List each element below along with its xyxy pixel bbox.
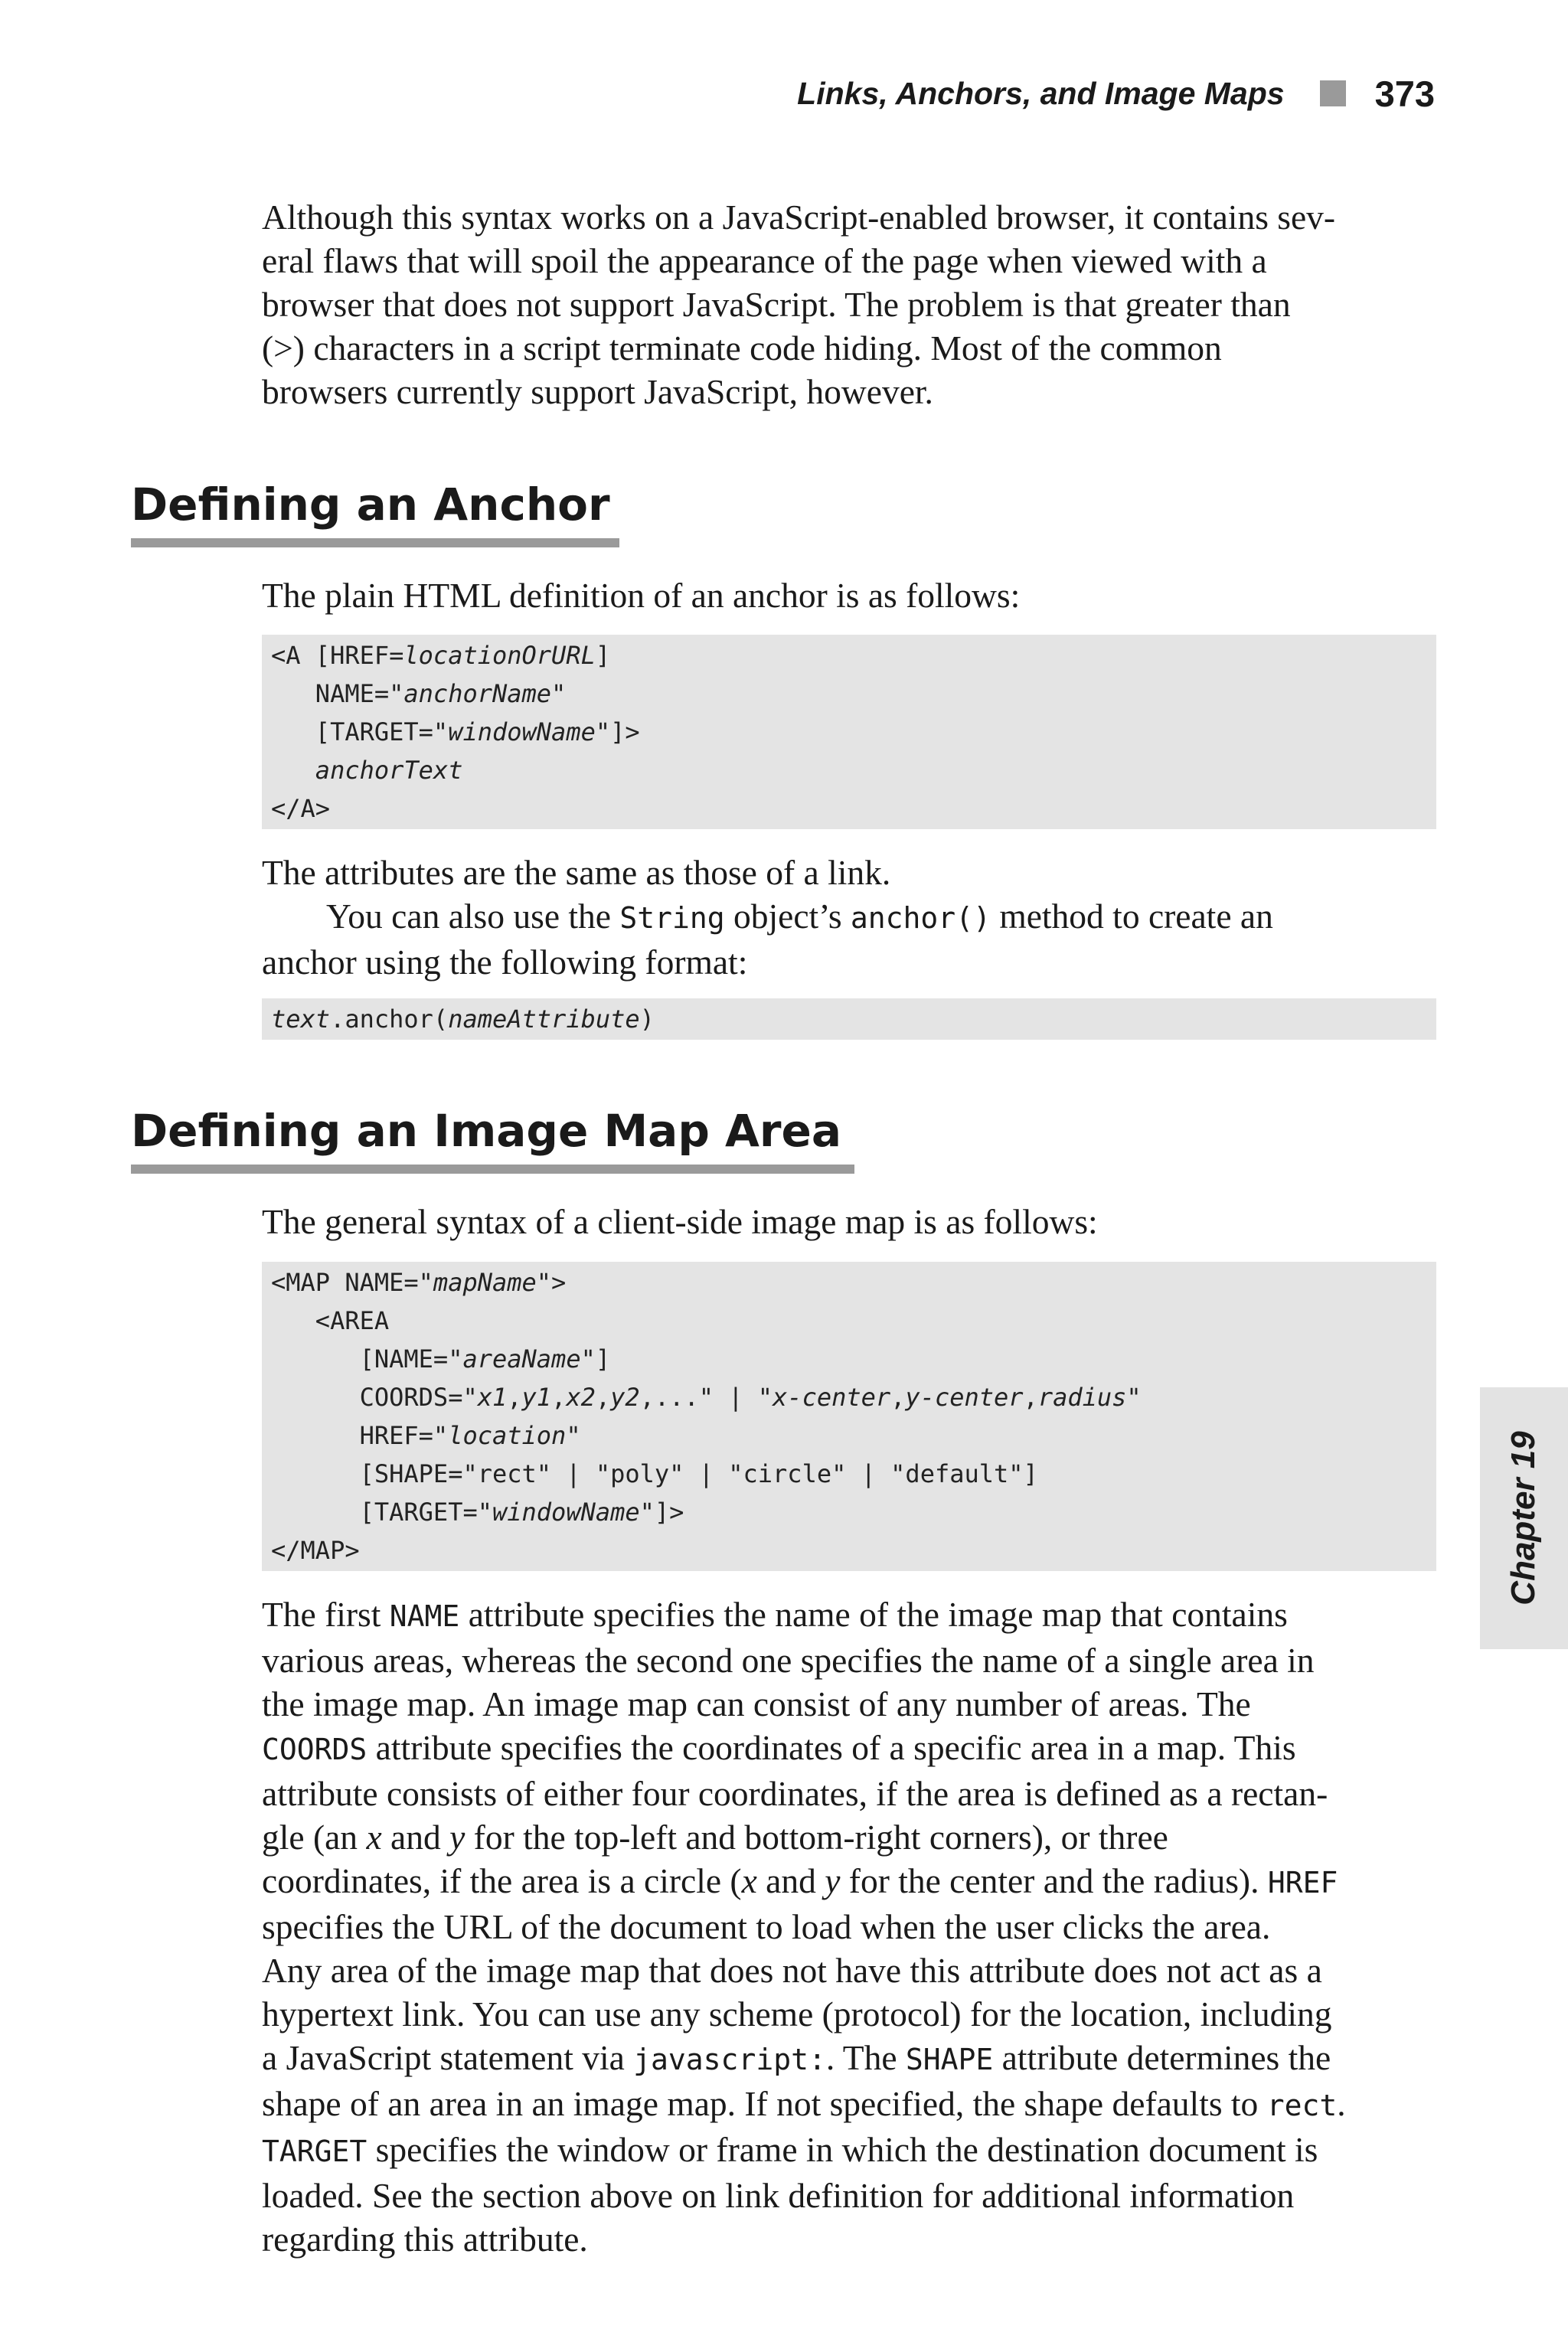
text-line: You can also use the String object’s anchor() method to create an — [326, 897, 1273, 936]
code-line: text.anchor(nameAttribute) — [271, 1004, 655, 1034]
text-line: browsers currently support JavaScript, however. — [262, 372, 933, 411]
code-line: [TARGET="windowName"]> — [271, 717, 640, 746]
page-number: 373 — [1374, 73, 1435, 114]
text-line: Although this syntax works on a JavaScript-enabled browser, it contains sev- — [262, 198, 1336, 237]
text-line: shape of an area in an image map. If not specified, the shape defaults to rect. — [262, 2084, 1346, 2123]
text-line: COORDS attribute specifies the coordinates of a specific area in a map. This — [262, 1728, 1296, 1767]
code-line: <A [HREF=locationOrURL] — [271, 641, 611, 670]
code-line: NAME="anchorName" — [271, 679, 567, 708]
code-line: <AREA — [271, 1306, 390, 1335]
header-square-ornament — [1320, 80, 1346, 106]
text-line: gle (an x and y for the top-left and bottom-right corners), or three — [262, 1818, 1168, 1857]
code-block-anchor-syntax — [262, 635, 1436, 829]
heading-underline — [131, 1165, 854, 1174]
code-line: [NAME="areaName"] — [271, 1344, 611, 1374]
text-line: (>) characters in a script terminate code hiding. Most of the common — [262, 328, 1222, 368]
text-line: regarding this attribute. — [262, 2220, 588, 2259]
code-block-anchor-method — [262, 998, 1436, 1040]
section1-intro — [262, 573, 1433, 617]
text-line: coordinates, if the area is a circle (x and y for the center and the radius). HREF — [262, 1861, 1338, 1900]
text-line: specifies the URL of the document to load when the user clicks the area. — [262, 1907, 1271, 1946]
running-header — [0, 70, 1435, 116]
section2-intro — [262, 1200, 1433, 1243]
chapter-thumb-tab — [1480, 1387, 1568, 1649]
intro-paragraph — [262, 195, 1433, 413]
code-line: </A> — [271, 794, 331, 823]
text-line: The attributes are the same as those of a link. — [262, 853, 891, 892]
text-line: loaded. See the section above on link definition for additional information — [262, 2176, 1295, 2215]
section-heading-image-map: Defining an Image Map Area — [131, 1105, 841, 1157]
heading-underline — [131, 538, 619, 547]
code-line: <MAP NAME="mapName"> — [271, 1268, 567, 1297]
code-line: HREF="location" — [271, 1421, 581, 1450]
text-line: attribute consists of either four coordinates, if the area is defined as a rectan- — [262, 1774, 1328, 1813]
section2-paragraph — [262, 1592, 1433, 2261]
code-line: [SHAPE="rect" | "poly" | "circle" | "default"] — [271, 1459, 1038, 1488]
text-line: The general syntax of a client-side image map is as follows: — [262, 1202, 1098, 1241]
code-line: </MAP> — [271, 1536, 360, 1565]
text-line: anchor using the following format: — [262, 942, 748, 982]
code-line: [TARGET="windowName"]> — [271, 1498, 684, 1527]
code-block-image-map-syntax — [262, 1262, 1436, 1571]
text-line: a JavaScript statement via javascript:. The SHAPE attribute determines the — [262, 2038, 1331, 2077]
chapter-tab-label: Chapter 19 — [1504, 1431, 1542, 1606]
text-line: eral flaws that will spoil the appearance of the page when viewed with a — [262, 241, 1267, 280]
code-line: anchorText — [315, 756, 463, 785]
text-line: browser that does not support JavaScript. The problem is that greater than — [262, 285, 1291, 324]
text-line: various areas, whereas the second one specifies the name of a single area in — [262, 1641, 1315, 1680]
section1-paragraph — [262, 851, 1433, 984]
text-line: hypertext link. You can use any scheme (protocol) for the location, including — [262, 1994, 1332, 2034]
code-line: COORDS="x1,y1,x2,y2,..." | "x-center,y-center,radius" — [271, 1383, 1142, 1412]
text-line: TARGET specifies the window or frame in which the destination document is — [262, 2130, 1318, 2169]
chapter-title: Links, Anchors, and Image Maps — [797, 75, 1285, 111]
text-line: Any area of the image map that does not have this attribute does not act as a — [262, 1951, 1322, 1990]
text-line: The plain HTML definition of an anchor is as follows: — [262, 576, 1021, 615]
text-line: The first NAME attribute specifies the name of the image map that contains — [262, 1595, 1288, 1634]
text-line: the image map. An image map can consist of any number of areas. The — [262, 1684, 1251, 1723]
section-heading-anchor: Defining an Anchor — [131, 479, 610, 531]
